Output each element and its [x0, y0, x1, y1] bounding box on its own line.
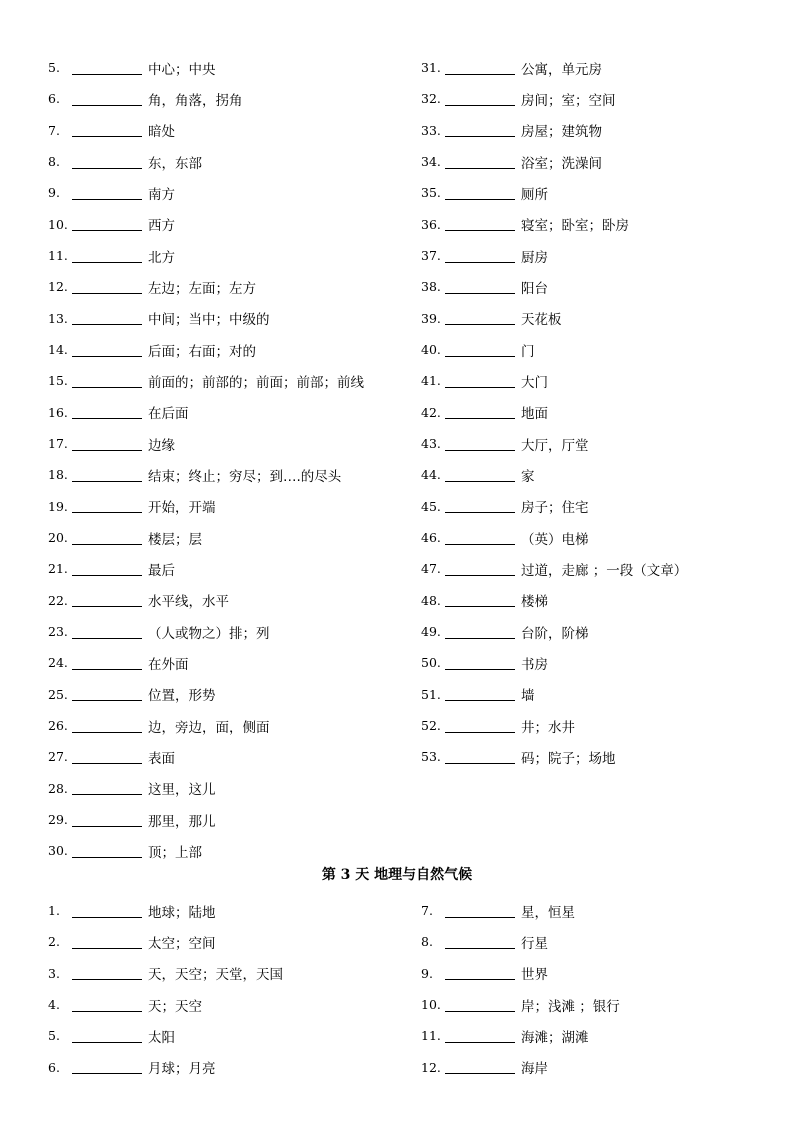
answer-blank[interactable]: [445, 593, 515, 607]
item-meaning: 太空；空间: [148, 935, 216, 952]
item-number: 51.: [421, 686, 441, 702]
vocab-item: [48, 303, 364, 334]
vocab-item: [421, 334, 687, 365]
item-meaning: 西方: [148, 218, 175, 235]
item-number: 9.: [48, 185, 60, 201]
vocab-item: [48, 989, 283, 1020]
vocab-item: [48, 895, 283, 926]
item-meaning: 岸；浅滩 ；银行: [521, 998, 620, 1015]
vocab-item: [421, 491, 687, 522]
vocab-item: [421, 1052, 620, 1083]
item-meaning: 那里，那儿: [148, 813, 216, 830]
vocab-item: [48, 271, 364, 302]
answer-blank[interactable]: [445, 531, 515, 545]
answer-blank[interactable]: [72, 280, 142, 294]
vocab-item: [421, 741, 687, 772]
vocab-item: [421, 926, 620, 957]
item-number: 45.: [421, 498, 441, 514]
answer-blank[interactable]: [72, 719, 142, 733]
answer-blank[interactable]: [72, 311, 142, 325]
vocab-item: [48, 177, 364, 208]
vocab-item: [48, 491, 364, 522]
item-number: 35.: [421, 185, 441, 201]
item-number: 19.: [48, 498, 68, 514]
answer-blank[interactable]: [72, 1029, 142, 1043]
answer-blank[interactable]: [72, 750, 142, 764]
answer-blank[interactable]: [445, 155, 515, 169]
item-meaning: 天，天空；天堂，天国: [148, 967, 283, 984]
item-meaning: 水平线，水平: [148, 594, 229, 611]
item-number: 12.: [48, 279, 68, 295]
answer-blank[interactable]: [72, 781, 142, 795]
vocab-item: [48, 428, 364, 459]
item-number: 21.: [48, 561, 68, 577]
answer-blank[interactable]: [445, 374, 515, 388]
item-number: 24.: [48, 655, 68, 671]
vocab-item: [421, 271, 687, 302]
vocab-item: [48, 1020, 283, 1051]
vocab-item: [421, 958, 620, 989]
vocab-item: [48, 209, 364, 240]
answer-blank[interactable]: [72, 593, 142, 607]
vocab-item: [421, 209, 687, 240]
vocab-item: [48, 365, 364, 396]
item-meaning: 边，旁边，面，侧面: [148, 719, 270, 736]
item-meaning: 楼梯: [521, 594, 548, 611]
item-meaning: 门: [521, 343, 535, 360]
answer-blank[interactable]: [72, 656, 142, 670]
item-meaning: 后面；右面；对的: [148, 343, 256, 360]
item-meaning: 前面的；前部的；前面；前部；前线: [148, 374, 364, 391]
item-meaning: 地球；陆地: [148, 904, 216, 921]
item-number: 49.: [421, 624, 441, 640]
vocab-item: [421, 1020, 620, 1051]
answer-blank[interactable]: [72, 437, 142, 451]
item-meaning: 左边；左面；左方: [148, 280, 256, 297]
answer-blank[interactable]: [72, 844, 142, 858]
vocab-item: [48, 146, 364, 177]
item-number: 46.: [421, 530, 441, 546]
vocab-item: [421, 459, 687, 490]
vocab-item: [48, 397, 364, 428]
item-number: 8.: [48, 154, 60, 170]
item-meaning: 海岸: [521, 1061, 548, 1078]
answer-blank[interactable]: [445, 687, 515, 701]
answer-blank[interactable]: [72, 186, 142, 200]
vocab-item: [48, 522, 364, 553]
answer-blank[interactable]: [445, 998, 515, 1012]
answer-blank[interactable]: [72, 813, 142, 827]
answer-blank[interactable]: [72, 562, 142, 576]
item-number: 52.: [421, 718, 441, 734]
item-number: 50.: [421, 655, 441, 671]
item-meaning: 暗处: [148, 124, 175, 141]
item-number: 3.: [48, 965, 60, 981]
item-number: 8.: [421, 934, 433, 950]
vocab-item: [421, 989, 620, 1020]
vocab-item: [48, 835, 364, 866]
vocab-item: [421, 177, 687, 208]
item-meaning: 家: [521, 468, 535, 485]
item-number: 6.: [48, 1059, 60, 1075]
item-meaning: （英）电梯: [521, 531, 589, 548]
answer-blank[interactable]: [72, 405, 142, 419]
item-number: 27.: [48, 749, 68, 765]
vocab-item: [48, 52, 364, 83]
item-number: 11.: [421, 1028, 441, 1044]
answer-blank[interactable]: [445, 750, 515, 764]
item-meaning: 阳台: [521, 280, 548, 297]
answer-blank[interactable]: [445, 311, 515, 325]
answer-blank[interactable]: [445, 1060, 515, 1074]
vocab-item: [48, 585, 364, 616]
answer-blank[interactable]: [72, 343, 142, 357]
item-number: 14.: [48, 342, 68, 358]
item-meaning: 世界: [521, 967, 548, 984]
item-meaning: 地面: [521, 406, 548, 423]
answer-blank[interactable]: [445, 966, 515, 980]
vocab-item: [421, 647, 687, 678]
item-number: 33.: [421, 122, 441, 138]
item-meaning: 结束；终止；穷尽；到….的尽头: [148, 468, 342, 485]
item-meaning: 顶；上部: [148, 844, 202, 861]
item-number: 48.: [421, 592, 441, 608]
item-meaning: 码；院子；场地: [521, 750, 616, 767]
item-meaning: 楼层；层: [148, 531, 202, 548]
item-number: 25.: [48, 686, 68, 702]
item-number: 6.: [48, 91, 60, 107]
vocab-item: [48, 958, 283, 989]
answer-blank[interactable]: [445, 719, 515, 733]
item-number: 4.: [48, 997, 60, 1013]
item-number: 10.: [48, 216, 68, 232]
item-number: 36.: [421, 216, 441, 232]
vocab-item: [421, 616, 687, 647]
answer-blank[interactable]: [445, 92, 515, 106]
item-number: 23.: [48, 624, 68, 640]
item-number: 11.: [48, 248, 68, 264]
item-meaning: 最后: [148, 562, 175, 579]
item-number: 13.: [48, 310, 68, 326]
section-title: 第 3 天 地理与自然气候: [321, 867, 473, 883]
item-number: 37.: [421, 248, 441, 264]
answer-blank[interactable]: [72, 249, 142, 263]
answer-blank[interactable]: [72, 935, 142, 949]
vocab-item: [421, 397, 687, 428]
vocab-item: [421, 553, 687, 584]
answer-blank[interactable]: [72, 1060, 142, 1074]
vocab-item: [421, 710, 687, 741]
item-number: 47.: [421, 561, 441, 577]
vocab-column-left: [48, 895, 283, 1083]
item-number: 42.: [421, 404, 441, 420]
answer-blank[interactable]: [445, 656, 515, 670]
answer-blank[interactable]: [445, 217, 515, 231]
item-number: 17.: [48, 436, 68, 452]
vocab-item: [48, 553, 364, 584]
item-number: 7.: [48, 122, 60, 138]
item-meaning: 天；天空: [148, 998, 202, 1015]
answer-blank[interactable]: [72, 499, 142, 513]
item-meaning: 开始，开端: [148, 500, 216, 517]
answer-blank[interactable]: [445, 935, 515, 949]
vocab-item: [421, 303, 687, 334]
vocab-item: [421, 428, 687, 459]
vocab-item: [48, 679, 364, 710]
item-number: 53.: [421, 749, 441, 765]
answer-blank[interactable]: [72, 625, 142, 639]
item-meaning: （人或物之）排；列: [148, 625, 270, 642]
answer-blank[interactable]: [445, 343, 515, 357]
vocab-item: [421, 115, 687, 146]
vocab-item: [48, 334, 364, 365]
item-number: 12.: [421, 1059, 441, 1075]
item-number: 38.: [421, 279, 441, 295]
vocab-item: [48, 804, 364, 835]
item-meaning: 位置，形势: [148, 688, 216, 705]
vocab-item: [48, 647, 364, 678]
answer-blank[interactable]: [445, 499, 515, 513]
vocab-column-right: [421, 52, 687, 773]
item-number: 22.: [48, 592, 68, 608]
answer-blank[interactable]: [445, 904, 515, 918]
item-number: 1.: [48, 903, 60, 919]
answer-blank[interactable]: [445, 186, 515, 200]
item-meaning: 书房: [521, 656, 548, 673]
answer-blank[interactable]: [72, 531, 142, 545]
item-number: 40.: [421, 342, 441, 358]
vocab-item: [421, 895, 620, 926]
item-meaning: 墙: [521, 688, 535, 705]
vocab-item: [48, 926, 283, 957]
item-number: 15.: [48, 373, 68, 389]
vocab-item: [48, 741, 364, 772]
item-number: 18.: [48, 467, 68, 483]
item-meaning: 厕所: [521, 186, 548, 203]
answer-blank[interactable]: [445, 280, 515, 294]
answer-blank[interactable]: [445, 61, 515, 75]
item-meaning: 中间；当中；中级的: [148, 312, 270, 329]
answer-blank[interactable]: [72, 155, 142, 169]
answer-blank[interactable]: [445, 405, 515, 419]
vocab-item: [48, 1052, 283, 1083]
item-meaning: 边缘: [148, 437, 175, 454]
item-meaning: 太阳: [148, 1029, 175, 1046]
answer-blank[interactable]: [72, 966, 142, 980]
item-meaning: 星，恒星: [521, 904, 575, 921]
item-number: 26.: [48, 718, 68, 734]
item-number: 2.: [48, 934, 60, 950]
vocab-item: [421, 365, 687, 396]
item-number: 43.: [421, 436, 441, 452]
item-number: 5.: [48, 60, 60, 76]
item-number: 10.: [421, 997, 441, 1013]
item-number: 41.: [421, 373, 441, 389]
vocab-item: [421, 679, 687, 710]
vocab-item: [421, 52, 687, 83]
item-number: 9.: [421, 965, 433, 981]
item-meaning: 井；水井: [521, 719, 575, 736]
item-meaning: 在外面: [148, 656, 189, 673]
answer-blank[interactable]: [445, 468, 515, 482]
vocab-item: [421, 83, 687, 114]
item-meaning: 这里，这儿: [148, 782, 216, 799]
vocab-item: [421, 146, 687, 177]
vocab-item: [48, 616, 364, 647]
answer-blank[interactable]: [445, 437, 515, 451]
item-meaning: 房屋；建筑物: [521, 124, 602, 141]
item-number: 31.: [421, 60, 441, 76]
item-meaning: 寝室；卧室；卧房: [521, 218, 629, 235]
answer-blank[interactable]: [445, 562, 515, 576]
answer-blank[interactable]: [72, 123, 142, 137]
item-meaning: 大门: [521, 374, 548, 391]
vocab-column-left: [48, 52, 364, 867]
vocab-item: [48, 115, 364, 146]
item-number: 20.: [48, 530, 68, 546]
answer-blank[interactable]: [72, 998, 142, 1012]
item-meaning: 房间；室；空间: [521, 92, 616, 109]
vocab-item: [48, 459, 364, 490]
item-meaning: 台阶，阶梯: [521, 625, 589, 642]
item-meaning: 房子；住宅: [521, 500, 589, 517]
item-meaning: 天花板: [521, 312, 562, 329]
item-meaning: 东，东部: [148, 155, 202, 172]
vocab-item: [421, 240, 687, 271]
item-meaning: 大厅，厅堂: [521, 437, 589, 454]
item-number: 44.: [421, 467, 441, 483]
item-number: 39.: [421, 310, 441, 326]
vocab-item: [421, 585, 687, 616]
answer-blank[interactable]: [445, 1029, 515, 1043]
answer-blank[interactable]: [72, 61, 142, 75]
item-meaning: 表面: [148, 750, 175, 767]
item-meaning: 浴室；洗澡间: [521, 155, 602, 172]
answer-blank[interactable]: [72, 92, 142, 106]
item-number: 29.: [48, 812, 68, 828]
item-meaning: 角，角落，拐角: [148, 92, 243, 109]
answer-blank[interactable]: [445, 249, 515, 263]
vocab-item: [48, 773, 364, 804]
vocab-item: [48, 710, 364, 741]
answer-blank[interactable]: [72, 468, 142, 482]
vocab-item: [421, 522, 687, 553]
item-number: 7.: [421, 903, 433, 919]
item-meaning: 在后面: [148, 406, 189, 423]
item-meaning: 过道，走廊 ；一段（文章）: [521, 562, 688, 579]
item-meaning: 海滩；湖滩: [521, 1029, 589, 1046]
item-number: 28.: [48, 780, 68, 796]
vocab-item: [48, 240, 364, 271]
answer-blank[interactable]: [72, 217, 142, 231]
item-meaning: 厨房: [521, 249, 548, 266]
item-number: 5.: [48, 1028, 60, 1044]
answer-blank[interactable]: [72, 904, 142, 918]
item-number: 30.: [48, 843, 68, 859]
item-meaning: 行星: [521, 935, 548, 952]
item-meaning: 月球；月亮: [148, 1061, 216, 1078]
item-meaning: 中心；中央: [148, 61, 216, 78]
answer-blank[interactable]: [72, 687, 142, 701]
item-meaning: 南方: [148, 186, 175, 203]
answer-blank[interactable]: [445, 625, 515, 639]
vocab-item: [48, 83, 364, 114]
item-meaning: 公寓，单元房: [521, 61, 602, 78]
item-meaning: 北方: [148, 249, 175, 266]
item-number: 32.: [421, 91, 441, 107]
item-number: 34.: [421, 154, 441, 170]
answer-blank[interactable]: [72, 374, 142, 388]
vocab-column-right: [421, 895, 620, 1083]
answer-blank[interactable]: [445, 123, 515, 137]
item-number: 16.: [48, 404, 68, 420]
